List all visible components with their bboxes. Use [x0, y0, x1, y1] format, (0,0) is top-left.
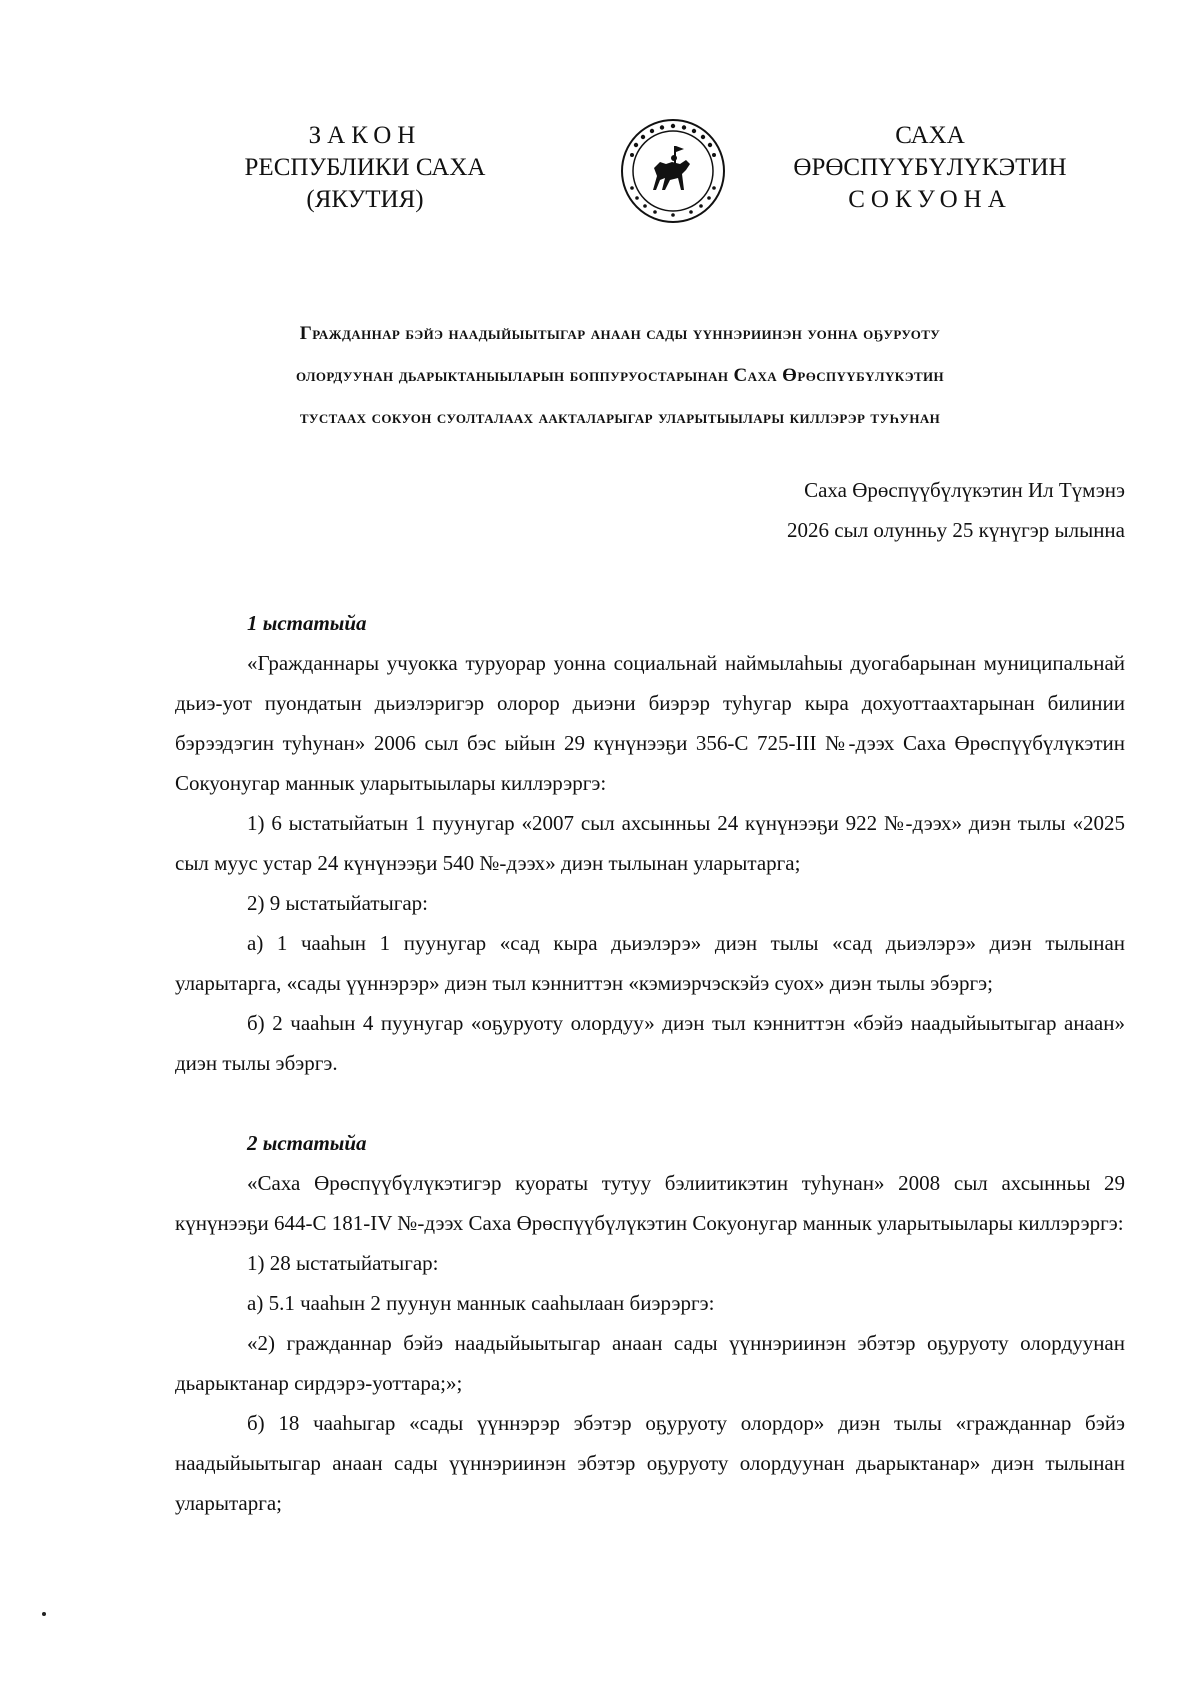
article-1-item-2: 2) 9 ыстатыйатыгар: [247, 891, 428, 915]
republic-name-ru: РЕСПУБЛИКИ САХА (ЯКУТИЯ) [244, 154, 486, 213]
article-2-heading: 2 ыстатыйа [247, 1131, 367, 1155]
document-body [175, 603, 1125, 1523]
article-2-intro: «Саха Өрөспүүбүлүкэтигэр куораты тутуу бэлиитикэтин туһунан» 2008 сыл ахсынньы 29 күнүнээҕи 644-С 181-IV №-дээх Саха Өрөспүүбүлүкэтин Сокуонугар маннык уларытыылары киллэрэргэ: [175, 1171, 1125, 1235]
article-2-item-1a: а) 5.1 чааһын 2 пуунун маннык сааһылаан биэрэргэ: [247, 1291, 715, 1315]
sakha-coat-of-arms-icon [620, 118, 726, 224]
law-label-sakha: СОКУОНА [848, 186, 1012, 213]
header-left [195, 120, 535, 216]
title-line-3: тустаах сокуон суолталаах аакталарыгар уларытыылары киллэрэр туһунан [299, 407, 941, 428]
article-2-quote: «2) гражданнар бэйэ наадыйыытыгар анаан сады үүннэриинэн эбэтэр оҕуруоту олордуунан дьарыктанар сирдэрэ-уоттара;»; [175, 1331, 1125, 1395]
article-1-heading: 1 ыстатыйа [247, 611, 367, 635]
scan-speck [42, 1612, 46, 1616]
law-title [170, 313, 1070, 439]
article-1-intro: «Гражданнары учуокка туруорар уонна социальнай наймылаһыы дуогабарынан муниципальнай дьиэ-уот пуондатын дьиэлэригэр олорор дьиэни биэрэр туһугар кыра дохуоттаахтарынан билинии бэрээдэгин туһунан» 2006 сыл бэс ыйын 29 күнүнээҕи 356-С 725-III №-дээх Саха Өрөспүүбүлүкэтин Сокуонугар маннык уларытыылары киллэрэргэ: [175, 651, 1125, 795]
adopting-body: Саха Өрөспүүбүлүкэтин Ил Түмэнэ [804, 478, 1125, 502]
article-2-item-1: 1) 28 ыстатыйатыгар: [247, 1251, 439, 1275]
article-1-item-2a: а) 1 чааһын 1 пуунугар «сад кыра дьиэлэрэ» диэн тылы «сад дьиэлэрэ» диэн тылынан уларытарга, «сады үүннэрэр» диэн тыл кэнниттэн «кэмиэрчэскэйэ суох» диэн тылы эбэргэ; [175, 931, 1125, 995]
header-right [770, 120, 1090, 216]
title-line-2: олордуунан дьарыктаныыларын боппуруостарынан Саха Өрөспүүбүлүкэтин [295, 365, 945, 386]
article-1-item-2b: б) 2 чааһын 4 пуунугар «оҕуруоту олордуу» диэн тыл кэнниттэн «бэйэ наадыйыытыгар анаан» диэн тылы эбэргэ. [175, 1011, 1125, 1075]
article-spacer [175, 1083, 1125, 1123]
title-line-1: Гражданнар бэйэ наадыйыытыгар анаан сады үүннэриинэн уонна оҕуруоту [299, 323, 941, 344]
article-2-item-1b: б) 18 чааһыгар «сады үүннэрэр эбэтэр оҕуруоту олордор» диэн тылы «гражданнар бэйэ наадыйыытыгар анаан сады үүннэриинэн эбэтэр оҕуруоту олордуунан дьарыктанар» диэн тылынан уларытарга; [175, 1411, 1125, 1515]
article-1-item-1: 1) 6 ыстатыйатын 1 пуунугар «2007 сыл ахсынньы 24 күнүнээҕи 922 №-дээх» диэн тылы «2025 сыл муус устар 24 күнүнээҕи 540 №-дээх» диэн тылынан уларытарга; [175, 811, 1125, 875]
adoption-block [525, 470, 1125, 550]
law-label-ru: ЗАКОН [308, 122, 422, 149]
adoption-date: 2026 сыл олунньу 25 күнүгэр ылынна [787, 518, 1125, 542]
republic-name-sakha: САХА ӨРӨСПҮҮБҮЛҮКЭТИН [793, 122, 1067, 181]
